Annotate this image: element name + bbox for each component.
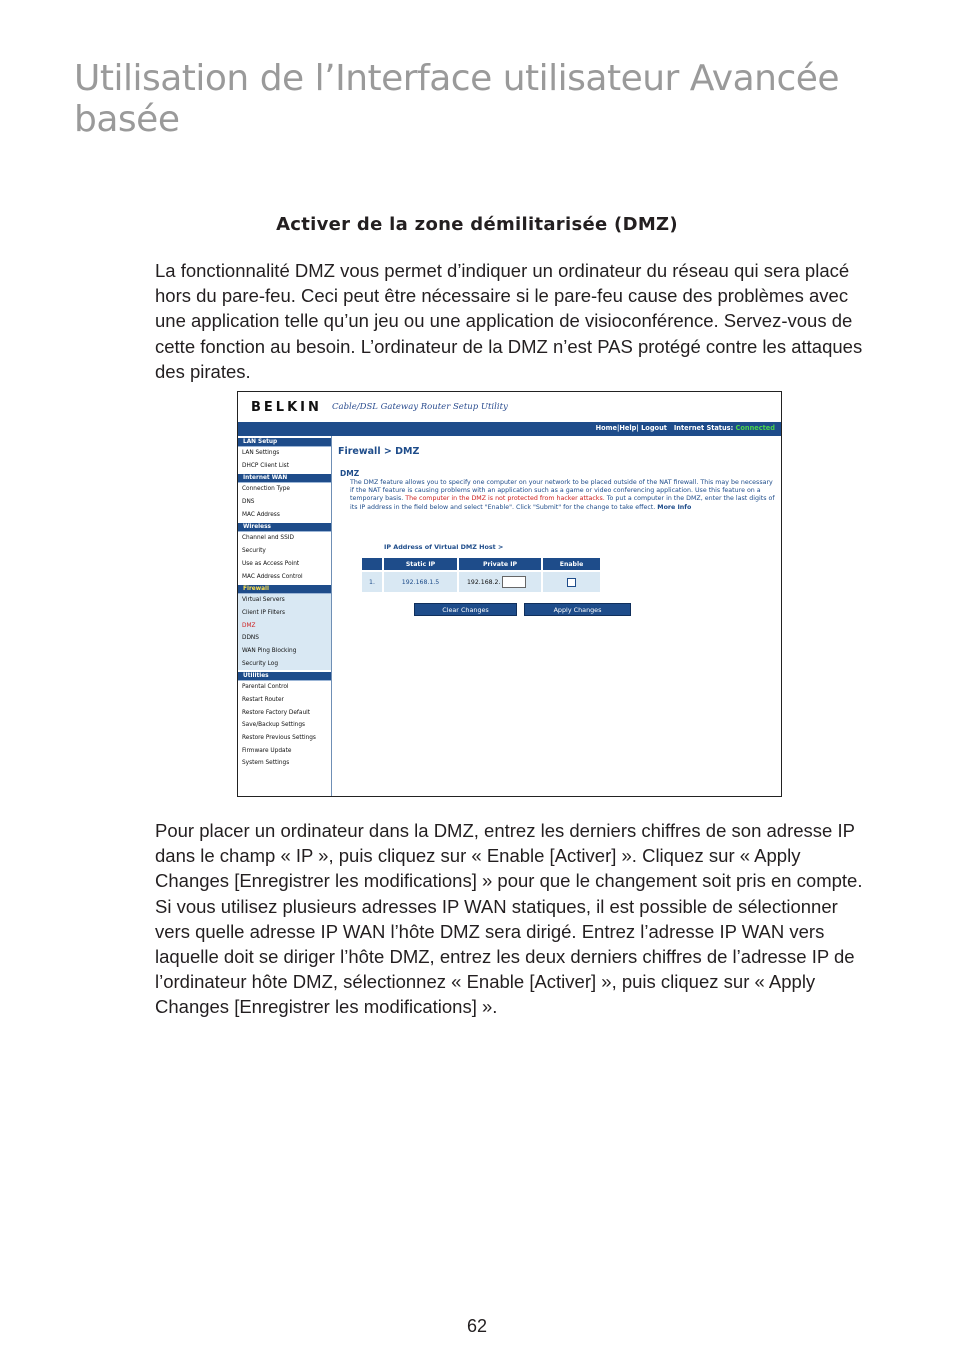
breadcrumb: Firewall > DMZ xyxy=(338,446,420,457)
clear-changes-button[interactable]: Clear Changes xyxy=(414,603,517,616)
more-info-link[interactable]: More Info xyxy=(657,503,692,511)
sidebar-item-mac-address[interactable]: MAC Address xyxy=(242,511,280,518)
dmz-content xyxy=(338,446,778,614)
sidebar-heading-wireless[interactable]: Wireless xyxy=(238,523,331,532)
sidebar-heading-utilities[interactable]: Utilities xyxy=(238,672,331,681)
utility-subtitle: Cable/DSL Gateway Router Setup Utility xyxy=(332,402,508,412)
sidebar-item-restore-previous-settings[interactable]: Restore Previous Settings xyxy=(242,735,316,742)
sidebar-nav xyxy=(238,436,332,796)
column-header-private-ip: Private IP xyxy=(458,558,542,571)
enable-checkbox[interactable] xyxy=(567,578,576,587)
sidebar-item-system-settings[interactable]: System Settings xyxy=(242,760,290,767)
page-number: 62 xyxy=(466,1316,488,1336)
logout-link[interactable]: Logout xyxy=(641,424,667,432)
internet-status-label: Internet Status: xyxy=(673,424,734,432)
sidebar-heading-internet-wan[interactable]: Internet WAN xyxy=(238,474,331,483)
apply-changes-button[interactable]: Apply Changes xyxy=(524,603,631,616)
sidebar-item-ddns[interactable]: DDNS xyxy=(238,632,331,645)
intro-paragraph: La fonctionnalité DMZ vous permet d’indiquer un ordinateur du réseau qui sera placé hors du pare-feu. Ceci peut être nécessaire si le pare-feu cause des problèmes avec une application telle qu’un jeu ou une application de visioconférence. Servez-vous de cette fonction au besoin. L’ordinateur de la DMZ n’est PAS protégé contre les attaques des pirates. xyxy=(155,260,863,382)
dmz-warning-text: The computer in the DMZ is not protected from hacker attacks. xyxy=(405,495,605,503)
router-header xyxy=(238,392,781,436)
column-header-static-ip: Static IP xyxy=(383,558,458,571)
section-heading: Activer de la zone démilitarisée (DMZ) xyxy=(276,214,678,235)
sidebar-item-client-ip-filters[interactable]: Client IP Filters xyxy=(238,607,331,620)
brand-logo: BELKIN xyxy=(251,400,322,415)
sidebar-item-dmz[interactable]: DMZ xyxy=(238,620,331,633)
sidebar-item-dhcp-client-list[interactable]: DHCP Client List xyxy=(242,462,289,469)
sidebar-item-lan-settings[interactable]: LAN Settings xyxy=(242,450,280,456)
sidebar-item-save-backup-settings[interactable]: Save/Backup Settings xyxy=(242,722,306,729)
dmz-description xyxy=(350,479,775,512)
sidebar-heading-firewall[interactable]: Firewall xyxy=(238,585,331,594)
private-ip-prefix: 192.168.2. xyxy=(467,578,501,586)
page-title: Utilisation de l’Interface utilisateur Avancée basée xyxy=(74,58,840,140)
static-ip-value: 192.168.1.5 xyxy=(383,571,458,592)
sidebar-item-channel-ssid[interactable]: Channel and SSID xyxy=(242,535,294,542)
router-screenshot xyxy=(237,391,782,797)
sidebar-item-restore-factory-default[interactable]: Restore Factory Default xyxy=(242,709,311,716)
home-link[interactable]: Home xyxy=(595,424,617,432)
sidebar-item-dns[interactable]: DNS xyxy=(242,499,255,506)
row-number: 1. xyxy=(361,571,383,592)
dmz-instructions-text: To put a computer in the DMZ, enter the last digits of its IP address in the field below and select "Enable". Click "Submit" for the change to take effect. xyxy=(350,495,775,511)
sidebar-heading-lan-setup[interactable]: LAN Setup xyxy=(238,438,331,447)
instructions-paragraph: Pour placer un ordinateur dans la DMZ, entrez les derniers chiffres de son adresse IP dans le champ « IP », puis cliquez sur « Enable [Activer] ». Cliquez sur « Apply Changes [Enregistrer les modifications] » pour que le changement soit pris en compte. Si vous utilisez plusieurs adresses IP WAN statiques, il est possible de sélectionner vers quelle adresse IP WAN l’hôte DMZ sera dirigé. Entrez l’adresse IP WAN vers laquelle doit se diriger l’hôte DMZ, entrez les deux derniers chiffres de l’adresse IP de l’ordinateur hôte DMZ, sélectionnez « Enable [Activer] », puis cliquez sur « Apply Changes [Enregistrer les modifications] ». xyxy=(155,820,863,1018)
help-link[interactable]: Help xyxy=(619,424,637,432)
column-header-enable: Enable xyxy=(542,558,600,571)
sidebar-item-virtual-servers[interactable]: Virtual Servers xyxy=(238,594,331,607)
internet-status-value: Connected xyxy=(735,424,775,432)
top-nav-bar: Home|Help| Logout Internet Status: Connected xyxy=(238,422,781,436)
sidebar-item-mac-address-control[interactable]: MAC Address Control xyxy=(242,573,303,580)
dmz-description-text: The DMZ feature allows you to specify one computer on your network to be placed outside of the NAT firewall. This may be necessary if the NAT feature is causing problems with an application such as a game or video conferencing application. Use this feature on a temporary basis. xyxy=(350,479,773,503)
sidebar-item-connection-type[interactable]: Connection Type xyxy=(242,486,290,493)
virtual-dmz-host-label: IP Address of Virtual DMZ Host > xyxy=(384,543,504,551)
sidebar-item-security[interactable]: Security xyxy=(242,548,266,555)
sidebar-item-security-log[interactable]: Security Log xyxy=(238,658,331,671)
sidebar-item-access-point[interactable]: Use as Access Point xyxy=(242,560,300,567)
private-ip-input[interactable] xyxy=(502,576,526,588)
sidebar-item-wan-ping-blocking[interactable]: WAN Ping Blocking xyxy=(238,645,331,658)
sidebar-item-parental-control[interactable]: Parental Control xyxy=(242,684,289,691)
dmz-host-table xyxy=(360,558,600,592)
dmz-section-title: DMZ xyxy=(340,469,360,478)
sidebar-item-restart-router[interactable]: Restart Router xyxy=(242,697,284,703)
table-row xyxy=(361,571,600,592)
sidebar-item-firmware-update[interactable]: Firmware Update xyxy=(242,747,292,754)
